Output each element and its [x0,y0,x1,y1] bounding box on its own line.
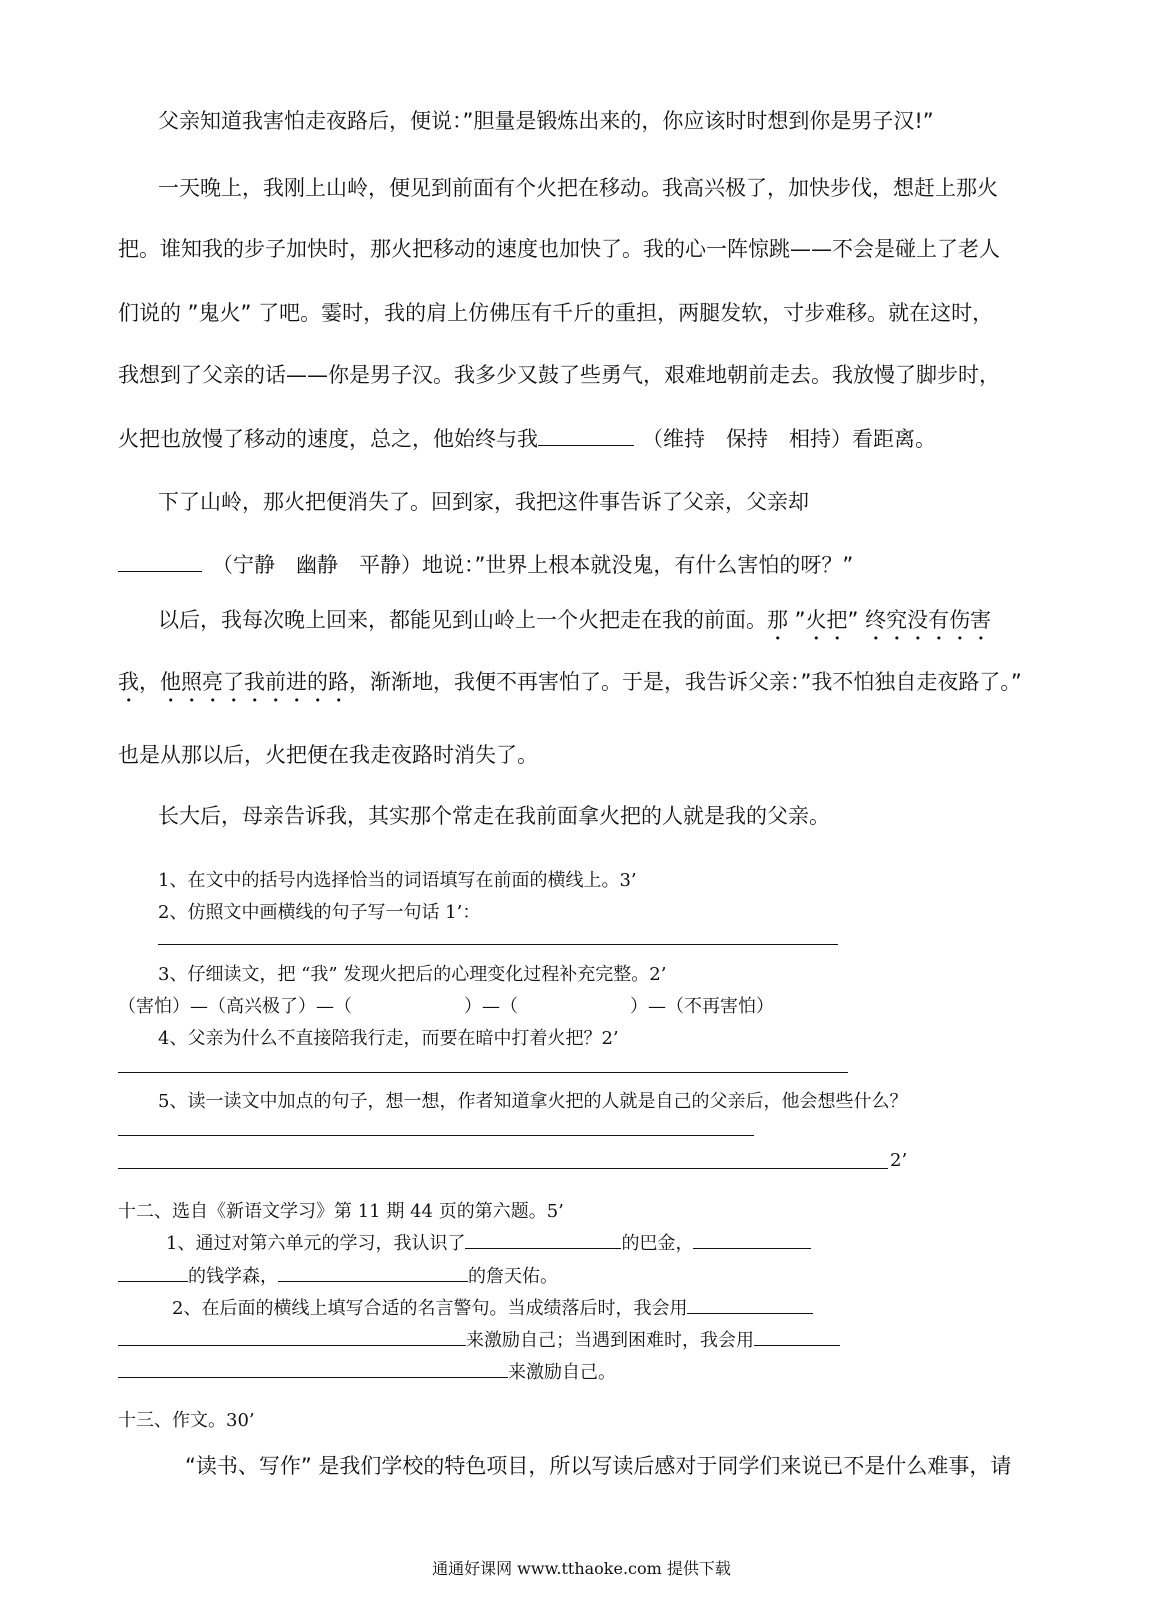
fill-blank-qianxuesen[interactable] [693,1232,811,1249]
question-3-chain [118,992,774,1018]
dotted-sentence: 我，他照亮了我前进的路， [118,670,370,694]
chain-text: （害怕）—（高兴极了）—（ [118,996,352,1017]
question-5: 5、读一读文中加点的句子，想一想，作者知道拿火把的人就是自己的父亲后，他会想些什么？ [158,1091,908,1112]
chain-text: ）—（ [464,996,518,1017]
fill-blank-2[interactable] [118,555,202,572]
item-text: 的詹天佑。 [468,1266,558,1287]
story-text: 火把也放慢了移动的速度，总之，他始终与我 [118,427,538,451]
item-text: 2、在后面的横线上填写合适的名言警句。当成绩落后时，我会用 [172,1298,688,1319]
item-text: 1、通过对第六单元的学习，我认识了 [166,1233,466,1254]
story-text: 以后，我每次晚上回来，都能见到山岭上一个火把走在我的前面。 [158,608,767,632]
story-paragraph-3-line-1: 下了山岭，那火把便消失了。回到家，我把这件事告诉了父亲，父亲却 [158,490,809,514]
question-3: 3、仔细读文，把 “我” 发现火把后的心理变化过程补充完整。2’ [158,964,667,985]
story-paragraph-1: 父亲知道我害怕走夜路后，便说：”胆量是锻炼出来的，你应该时时想到你是男子汉!” [158,109,934,133]
story-text: 渐渐地，我便不再害怕了。于是，我告诉父亲：”我不怕独自走夜路了。” [370,670,1022,694]
section-12-item-2-end [118,1358,616,1384]
item-text: 来激励自己。 [508,1362,616,1383]
answer-line-q5-1[interactable] [118,1135,754,1136]
fill-blank-motto-2-cont[interactable] [118,1361,508,1378]
answer-line-q2[interactable] [158,944,838,945]
question-1: 1、在文中的括号内选择恰当的词语填写在前面的横线上。3’ [158,870,637,891]
story-paragraph-2-line-3: 们说的 ”鬼火” 了吧。霎时，我的肩上仿佛压有千斤的重担，两腿发软，寸步难移。就在这时， [118,301,994,325]
item-text: 的钱学森， [188,1266,278,1287]
question-2: 2、仿照文中画横线的句子写一句话 1’： [158,902,481,923]
answer-line-q4[interactable] [118,1072,848,1073]
story-text: （宁静 幽静 平静）地说：”世界上根本就没鬼，有什么害怕的呀？” [212,553,854,577]
story-paragraph-2-line-1: 一天晚上，我刚上山岭，便见到前面有个火把在移动。我高兴极了，加快步伐，想赶上那火 [158,176,998,200]
answer-line-q5-2[interactable] [118,1168,888,1169]
story-text: （维持 保持 相持）看距离。 [642,427,936,451]
fill-blank-bajin[interactable] [465,1232,621,1249]
page-footer: 通通好课网 www.tthaoke.com 提供下载 [432,1559,731,1578]
fill-blank-motto-2[interactable] [754,1329,840,1346]
item-text: 来激励自己；当遇到困难时，我会用 [466,1330,754,1351]
section-13-title: 十三、作文。30’ [118,1410,255,1431]
story-paragraph-4-line-3: 也是从那以后，火把便在我走夜路时消失了。 [118,743,538,767]
section-12-item-1 [166,1229,811,1255]
section-12-title: 十二、选自《新语文学习》第 11 期 44 页的第六题。5’ [118,1201,564,1222]
story-paragraph-3-line-2 [118,549,853,579]
item-text: 的巴金， [621,1233,694,1254]
story-paragraph-5: 长大后，母亲告诉我，其实那个常走在我前面拿火把的人就是我的父亲。 [158,804,830,828]
section-12-item-2 [172,1294,813,1320]
fill-blank-1[interactable] [538,429,634,446]
chain-text: ）—（不再害怕） [630,996,774,1017]
fill-blank-motto-1-cont[interactable] [118,1329,466,1346]
question-4: 4、父亲为什么不直接陪我行走，而要在暗中打着火把？2’ [158,1028,619,1049]
story-paragraph-4-line-1 [158,604,991,645]
fill-blank-qianxuesen-cont[interactable] [118,1265,188,1282]
section-12-item-2-cont [118,1326,840,1352]
section-13-paragraph: “读书、写作” 是我们学校的特色项目，所以写读后感对于同学们来说已不是什么难事，请 [185,1454,1012,1478]
question-5-score: 2’ [890,1150,908,1171]
section-12-item-1-cont [118,1262,558,1288]
story-paragraph-2-line-5 [118,423,936,453]
dotted-sentence: 那 ”火把” 终究没有伤害 [767,608,992,632]
story-paragraph-2-line-4: 我想到了父亲的话——你是男子汉。我多少又鼓了些勇气，艰难地朝前走去。我放慢了脚步时， [118,363,1000,387]
story-paragraph-2-line-2: 把。谁知我的步子加快时，那火把移动的速度也加快了。我的心一阵惊跳——不会是碰上了老人 [118,237,1000,261]
fill-blank-motto-1[interactable] [687,1297,813,1314]
story-paragraph-4-line-2 [118,666,1022,707]
fill-blank-zhantianyou[interactable] [278,1265,468,1282]
